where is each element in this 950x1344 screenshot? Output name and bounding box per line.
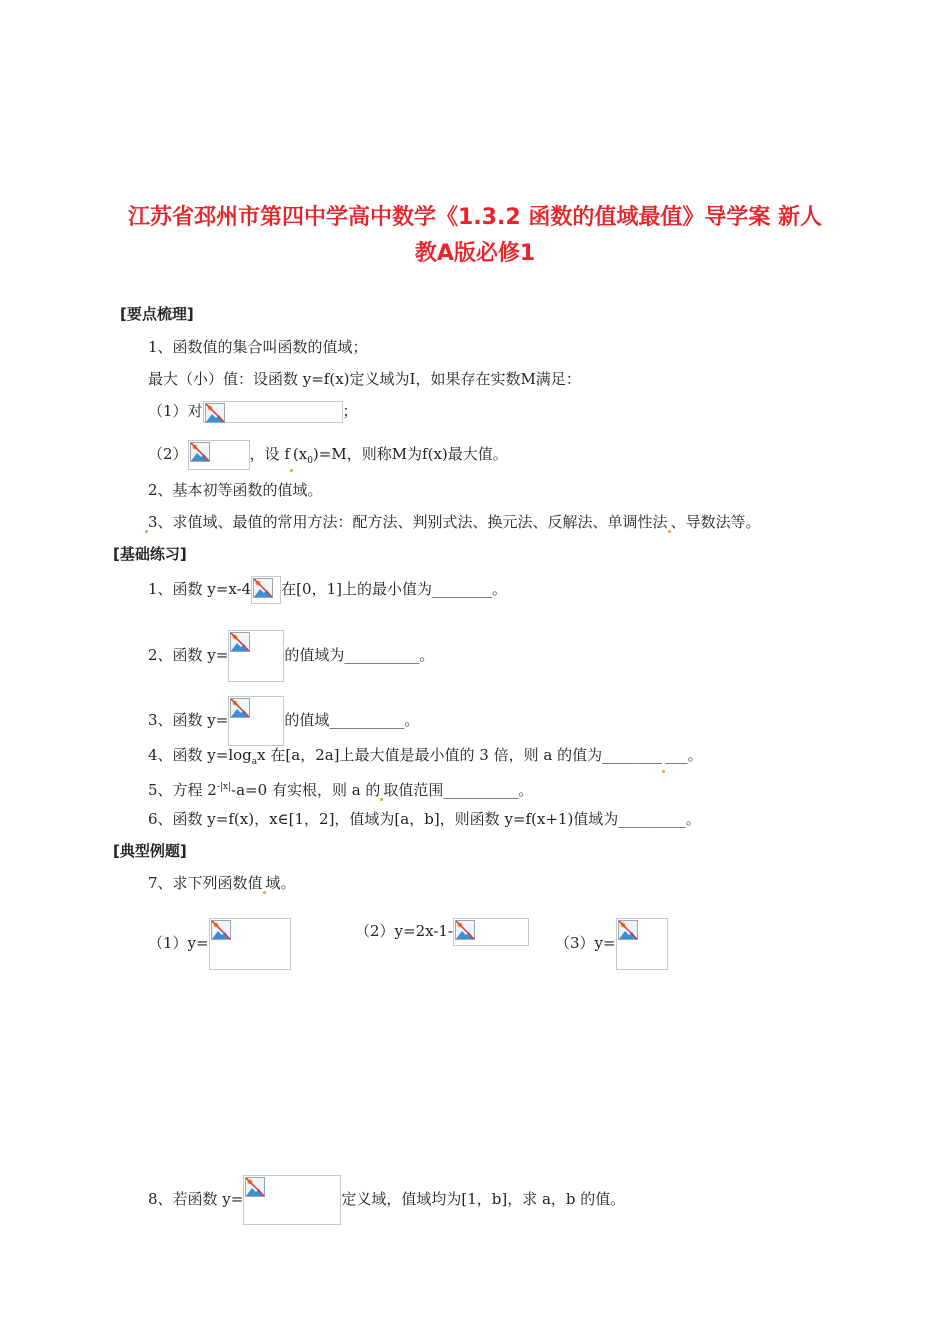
broken-image-icon xyxy=(253,578,273,598)
key-point-5: 2、基本初等函数的值域。 xyxy=(148,481,323,499)
key-point-6: 3、求值域、最值的常用方法：配方法、判别式法、换元法、反解法、单调性法 、导数法等。 xyxy=(145,511,761,533)
section-basic-practice: [基础练习] xyxy=(113,545,187,563)
formula-image xyxy=(228,630,284,682)
section-key-points: [要点梳理] xyxy=(120,305,194,323)
broken-image-icon xyxy=(245,1177,265,1197)
example-7-part-1: （1）y= xyxy=(148,918,291,970)
title-line-1: 江苏省邳州市第四中学高中数学《1.3.2 函数的值域最值》导学案 新人 xyxy=(128,205,822,230)
title-line-2: 教A版必修1 xyxy=(414,241,536,266)
basic-question-3: 3、函数 y= 的值域__________。 xyxy=(148,696,419,746)
formula-image xyxy=(188,440,250,470)
broken-image-icon xyxy=(205,403,225,423)
basic-question-6: 6、函数 y=f(x)，x∈[1，2]，值域为[a，b]，则函数 y=f(x+1)值域为_________。 xyxy=(148,810,701,828)
broken-image-icon xyxy=(190,442,210,462)
formula-image xyxy=(243,1175,341,1225)
key-point-2: 最大（小）值：设函数 y=f(x)定义域为I，如果存在实数M满足： xyxy=(148,370,581,388)
page-title xyxy=(100,200,850,272)
formula-image xyxy=(251,576,281,604)
formula-image xyxy=(616,918,668,970)
example-7-part-2: （2）y=2x-1- xyxy=(355,918,529,946)
key-point-1: 1、函数值的集合叫函数的值域； xyxy=(148,338,368,356)
key-point-3: （1）对 ； xyxy=(148,400,358,423)
formula-image xyxy=(228,696,284,746)
formula-image xyxy=(453,918,529,946)
key-point-4: （2） ，设 f $(x_0)=M$，则称M为f(x)最大值。 xyxy=(148,440,508,472)
broken-image-icon xyxy=(230,632,250,652)
example-question-7: 7、求下列函数值 域。 xyxy=(148,874,296,892)
formula-image xyxy=(209,918,291,970)
section-typical-examples: [典型例题] xyxy=(113,842,187,860)
broken-image-icon xyxy=(455,920,475,940)
broken-image-icon xyxy=(618,920,638,940)
example-question-8: 8、若函数 y= 定义域，值域均为[1，b]，求 a，b 的值。 xyxy=(148,1175,625,1225)
basic-question-5: 5、方程 $2^{-|x|}-a=0$ 有实根，则 a 的 取值范围__________。 xyxy=(148,781,534,799)
broken-image-icon xyxy=(230,698,250,718)
broken-image-icon xyxy=(211,920,231,940)
example-7-part-3: （3）y= xyxy=(555,918,668,970)
formula-image xyxy=(203,401,343,423)
basic-question-4: 4、函数 $y=\log_ax$ 在[a，2a]上最大值是最小值的 3 倍，则 a 的值为________ ___。 xyxy=(148,744,703,773)
basic-question-1: 1、函数 y=x-4 在[0，1]上的最小值为________。 xyxy=(148,576,507,604)
basic-question-2: 2、函数 y= 的值域为__________。 xyxy=(148,630,434,682)
